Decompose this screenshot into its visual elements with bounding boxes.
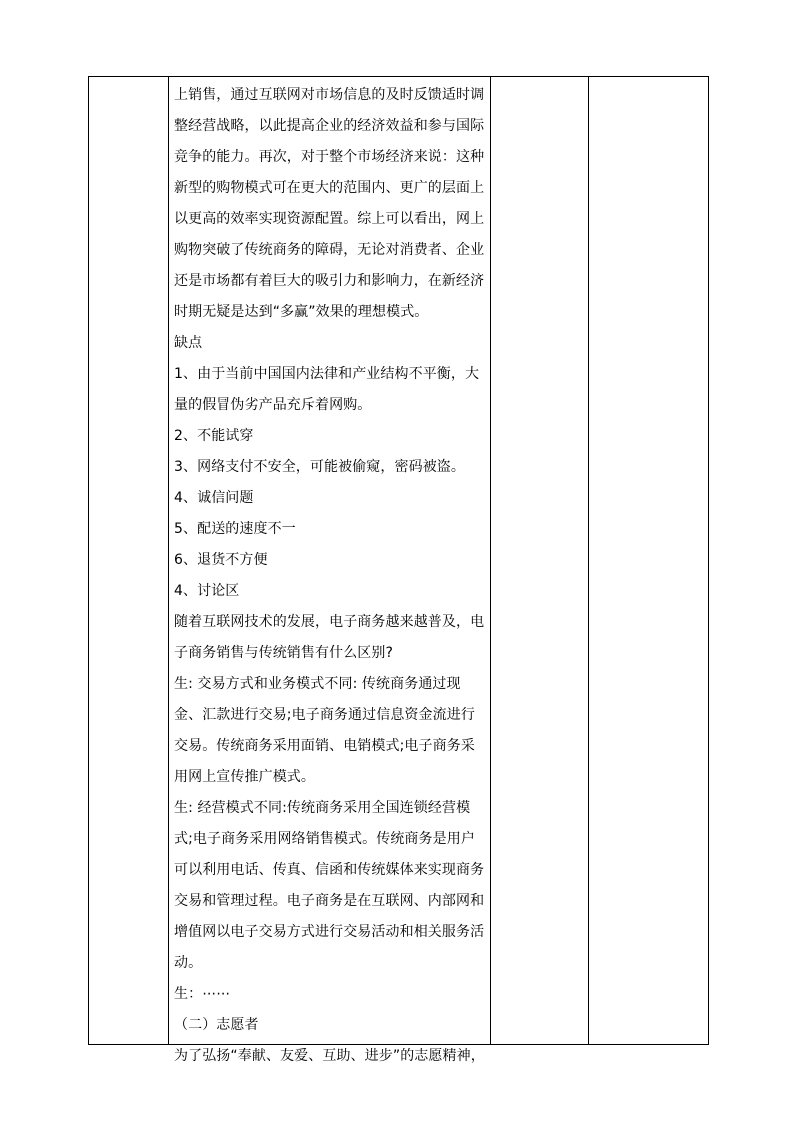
paragraph-student-answer-2: 生: 经营模式不同:传统商务采用全国连锁经营模式;电子商务采用网络销售模式。传统商务是用户可以利用电话、传真、信函和传统媒体来实现商务交易和管理过程。电子商务是在互联网、内部网和增值网以电子交易方式进行交易活动和相关服务活动。 — [174, 800, 485, 971]
lesson-plan-table — [88, 76, 709, 1064]
table-row — [89, 77, 709, 1045]
paragraph-disadvantage-3: 3、网络支付不安全，可能被偷窥，密码被盗。 — [174, 459, 466, 475]
paragraph-discussion-heading: 4、讨论区 — [174, 583, 240, 599]
table-cell-content — [169, 77, 491, 1064]
paragraph-discussion-question: 随着互联网技术的发展，电子商务越来越普及，电子商务销售与传统销售有什么区别? — [174, 614, 485, 661]
paragraph-disadvantage-6: 6、退货不方便 — [174, 552, 268, 568]
table-cell-right — [589, 77, 709, 1045]
paragraph-disadvantage-2: 2、不能试穿 — [174, 428, 254, 444]
paragraph-disadvantages-heading: 缺点 — [174, 335, 203, 351]
paragraph-disadvantage-4: 4、诚信问题 — [174, 490, 254, 506]
paragraph-disadvantage-5: 5、配送的速度不一 — [174, 521, 296, 537]
paragraph-disadvantage-1: 1、由于当前中国国内法律和产业结构不平衡，大量的假冒伪劣产品充斥着网购。 — [174, 366, 480, 413]
paragraph-student-answer-3: 生：⋯⋯ — [174, 986, 231, 1002]
paragraph-student-answer-1: 生: 交易方式和业务模式不同: 传统商务通过现金、汇款进行交易;电子商务通过信息资金流进行交易。传统商务采用面销、电销模式;电子商务采用网上宣传推广模式。 — [174, 676, 475, 785]
table-cell-left — [89, 77, 169, 1045]
paragraph-volunteer-intro: 为了弘扬“奉献、友爱、互助、进步”的志愿精神， — [174, 1048, 485, 1064]
paragraph-advantage-continued: 上销售，通过互联网对市场信息的及时反馈适时调整经营战略，以此提高企业的经济效益和参与国际竞争的能力。再次，对于整个市场经济来说：这种新型的购物模式可在更大的范围内、更广的层面上以更高的效率实现资源配置。综上可以看出，网上购物突破了传统商务的障碍，无论对消费者、企业还是市场都有着巨大的吸引力和影响力，在新经济时期无疑是达到“多赢”效果的理想模式。 — [174, 87, 485, 320]
content-text — [169, 77, 490, 1064]
paragraph-volunteer-heading: （二）志愿者 — [174, 1017, 259, 1033]
table-cell-third — [491, 77, 589, 1045]
